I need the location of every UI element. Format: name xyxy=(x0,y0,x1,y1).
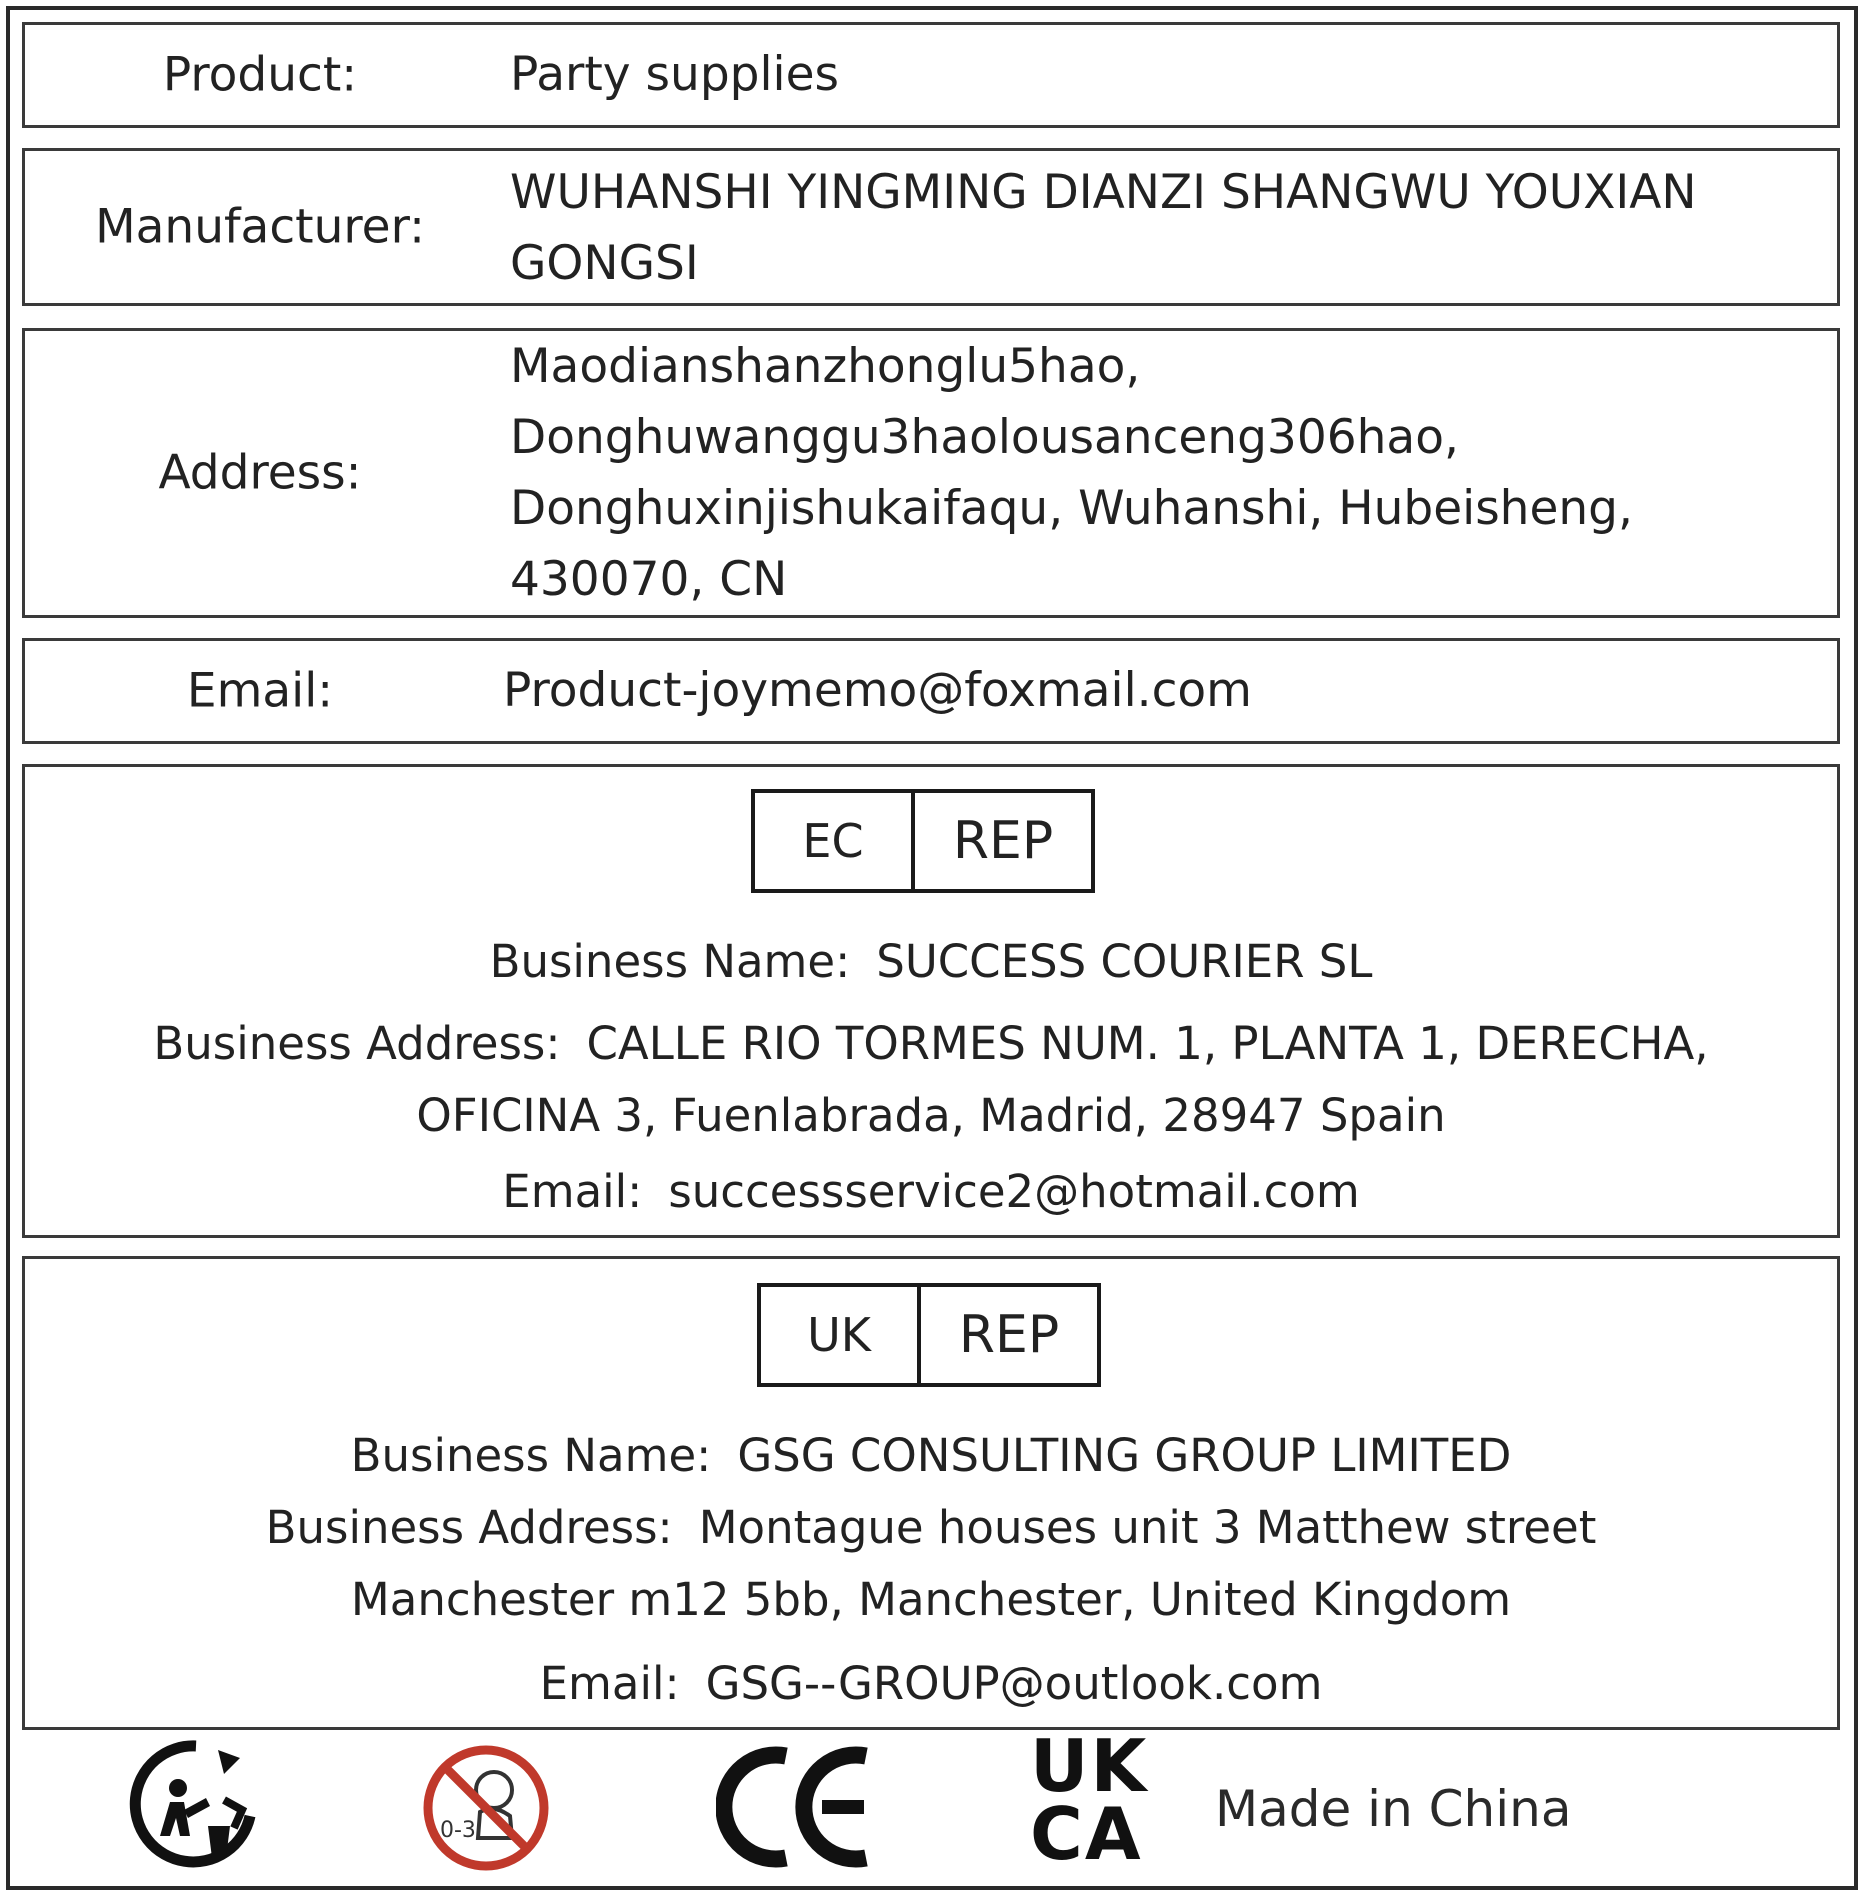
uk-business-address-label: Business Address: xyxy=(265,1501,673,1554)
address-line-3: Donghuxinjishukaifaqu, Wuhanshi, Hubeisheng, xyxy=(510,481,1633,536)
ec-email xyxy=(25,1165,1837,1218)
uk-badge-right: REP xyxy=(958,1305,1060,1365)
uk-business-name-value: GSG CONSULTING GROUP LIMITED xyxy=(737,1429,1512,1482)
ec-business-address-line-2: OFICINA 3, Fuenlabrada, Madrid, 28947 Spain xyxy=(416,1089,1446,1142)
ce-mark-icon xyxy=(716,1742,876,1872)
uk-business-name-label: Business Name: xyxy=(350,1429,712,1482)
manufacturer-value xyxy=(510,157,1797,299)
uk-business-address-cont xyxy=(25,1573,1837,1626)
address-line-4: 430070, CN xyxy=(510,552,788,607)
made-in-china-text: Made in China xyxy=(1215,1780,1572,1838)
email-value: Product-joymemo@foxmail.com xyxy=(503,663,1252,718)
address-line-1: Maodianshanzhonglu5hao, xyxy=(510,339,1141,394)
ukca-line-1: UK xyxy=(1030,1724,1149,1808)
ec-badge-right: REP xyxy=(952,811,1054,871)
address-value xyxy=(510,331,1797,615)
uk-business-name xyxy=(25,1429,1837,1482)
product-label: Product: xyxy=(162,47,358,103)
ec-business-address-cont xyxy=(25,1089,1837,1142)
ec-badge-left: EC xyxy=(755,793,915,889)
age-warning-text: 0-3 xyxy=(440,1818,476,1843)
email-label: Email: xyxy=(186,663,334,719)
product-value: Party supplies xyxy=(510,47,839,102)
ec-business-name-label: Business Name: xyxy=(489,935,851,988)
ec-email-label: Email: xyxy=(502,1165,643,1218)
manufacturer-label: Manufacturer: xyxy=(95,199,425,255)
ec-business-address-label: Business Address: xyxy=(153,1017,561,1070)
uk-business-address xyxy=(25,1501,1837,1554)
address-line-2: Donghuwanggu3haolousanceng306hao, xyxy=(510,410,1459,465)
uk-email xyxy=(25,1657,1837,1710)
uk-business-address-line-1: Montague houses unit 3 Matthew street xyxy=(698,1501,1597,1554)
manufacturer-row xyxy=(22,148,1840,306)
ec-email-value: successservice2@hotmail.com xyxy=(668,1165,1360,1218)
address-row xyxy=(22,328,1840,618)
ec-business-address-line-1: CALLE RIO TORMES NUM. 1, PLANTA 1, DERECHA, xyxy=(586,1017,1709,1070)
uk-rep-badge xyxy=(757,1283,1101,1387)
ukca-line-2: CA xyxy=(1030,1792,1143,1876)
product-row xyxy=(22,22,1840,128)
uk-email-value: GSG--GROUP@outlook.com xyxy=(705,1657,1323,1710)
uk-rep-section xyxy=(22,1256,1840,1730)
ec-business-name xyxy=(25,935,1837,988)
address-label: Address: xyxy=(158,445,362,501)
ec-rep-badge xyxy=(751,789,1095,893)
email-row xyxy=(22,638,1840,744)
manufacturer-line-2: GONGSI xyxy=(510,236,699,291)
no-children-0-3-icon xyxy=(420,1742,552,1874)
uk-business-address-line-2: Manchester m12 5bb, Manchester, United Kingdom xyxy=(350,1573,1512,1626)
ec-business-address xyxy=(25,1017,1837,1070)
recycle-bin-icon xyxy=(126,1740,262,1872)
ukca-mark-icon xyxy=(1030,1724,1166,1876)
uk-badge-left: UK xyxy=(761,1287,921,1383)
manufacturer-line-1: WUHANSHI YINGMING DIANZI SHANGWU YOUXIAN xyxy=(510,165,1697,220)
ec-business-name-value: SUCCESS COURIER SL xyxy=(876,935,1373,988)
uk-email-label: Email: xyxy=(539,1657,680,1710)
ec-rep-section xyxy=(22,764,1840,1238)
